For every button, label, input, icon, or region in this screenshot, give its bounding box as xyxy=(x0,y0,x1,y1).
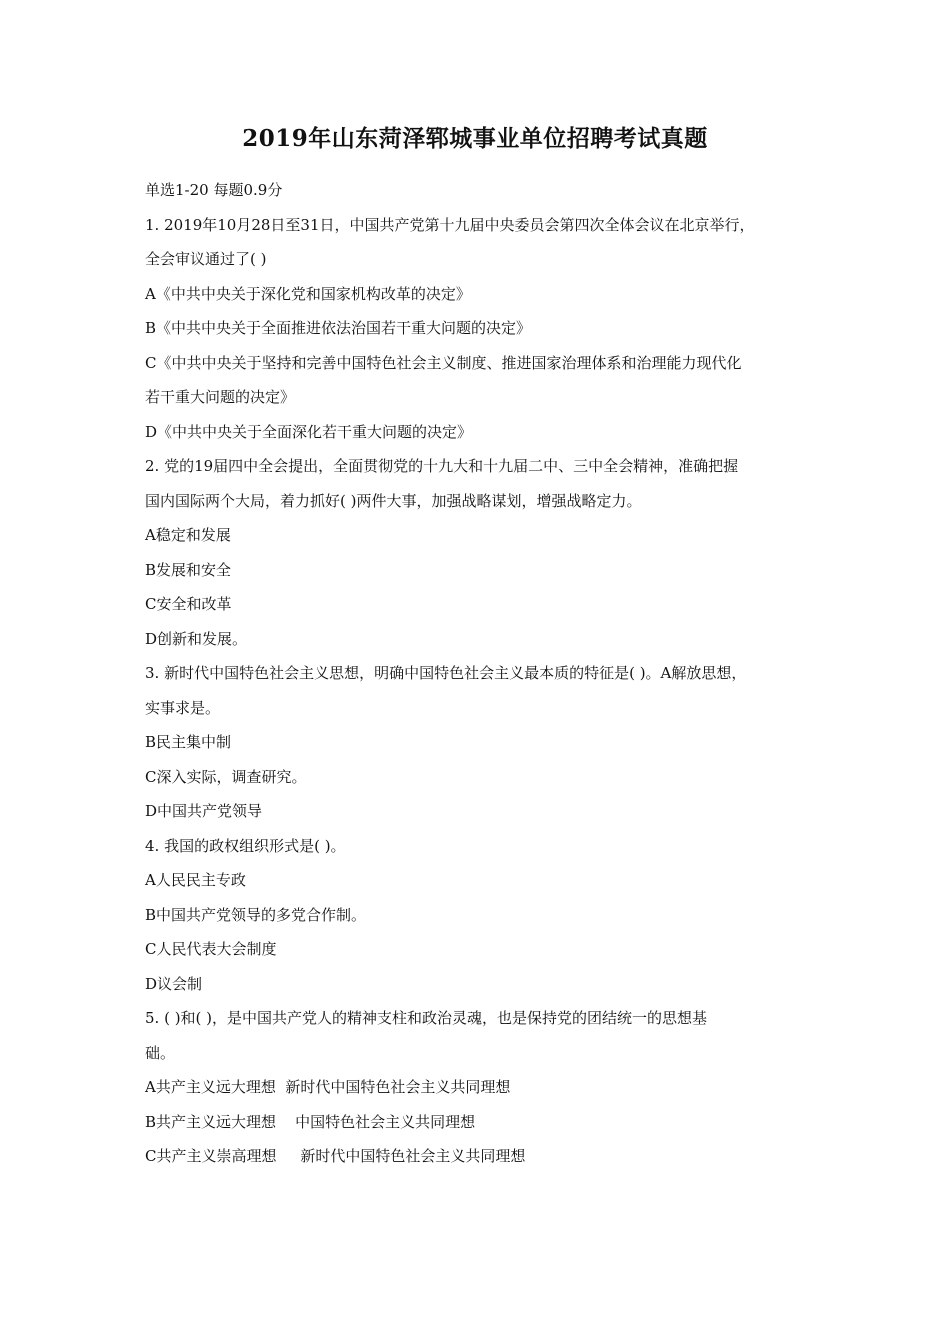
q2-option-d: D创新和发展。 xyxy=(145,629,248,648)
q2-option-b: B发展和安全 xyxy=(145,560,232,579)
q4-option-c: C人民代表大会制度 xyxy=(145,940,277,958)
q1-option-b: B《中共中央关于全面推进依法治国若干重大问题的决定》 xyxy=(145,319,532,337)
q1-stem-line2: 全会审议通过了( ) xyxy=(145,250,267,268)
q3-option-d: D中国共产党领导 xyxy=(145,802,263,820)
section-header: 单选1-20 每题0.9分 xyxy=(145,181,283,199)
q1-option-c-line1: C《中共中央关于坚持和完善中国特色社会主义制度、推进国家治理体系和治理能力现代化 xyxy=(145,353,742,372)
q2-option-a: A稳定和发展 xyxy=(145,526,231,544)
document-body xyxy=(145,180,825,1181)
q2-option-c: C安全和改革 xyxy=(145,595,232,613)
q4-stem: 4. 我国的政权组织形式是( )。 xyxy=(145,836,346,855)
q3-stem-line2: 实事求是。 xyxy=(145,698,221,717)
q1-stem-line1: 1. 2019年10月28日至31日，中国共产党第十九届中央委员会第四次全体会议在北京举行， xyxy=(145,215,755,234)
q1-option-a: A《中共中央关于深化党和国家机构改革的决定》 xyxy=(145,284,471,303)
q4-option-d: D议会制 xyxy=(145,974,203,993)
document-title: 2019年山东菏泽郓城事业单位招聘考试真题 xyxy=(242,125,708,152)
q5-stem-line2: 础。 xyxy=(145,1043,176,1062)
q1-option-d: D《中共中央关于全面深化若干重大问题的决定》 xyxy=(145,422,473,441)
q2-stem-line2: 国内国际两个大局，着力抓好( )两件大事，加强战略谋划，增强战略定力。 xyxy=(145,491,642,510)
q3-stem-line1: 3. 新时代中国特色社会主义思想，明确中国特色社会主义最本质的特征是( )。A解放思想， xyxy=(145,664,747,682)
q4-option-a: A人民民主专政 xyxy=(145,871,246,889)
q3-option-b: B民主集中制 xyxy=(145,733,232,751)
q1-option-c-line2: 若干重大问题的决定》 xyxy=(145,388,296,406)
q5-option-c: C共产主义崇高理想 新时代中国特色社会主义共同理想 xyxy=(145,1147,526,1165)
q4-option-b: B中国共产党领导的多党合作制。 xyxy=(145,905,367,924)
q2-stem-line1: 2. 党的19届四中全会提出，全面贯彻党的十九大和十九届二中、三中全会精神，准确把握 xyxy=(145,457,739,475)
q5-stem-line1: 5. ( )和( )，是中国共产党人的精神支柱和政治灵魂，也是保持党的团结统一的思想基 xyxy=(145,1009,708,1027)
q3-option-c: C深入实际，调查研究。 xyxy=(145,767,307,786)
q5-option-b: B共产主义远大理想 中国特色社会主义共同理想 xyxy=(145,1112,476,1131)
q5-option-a: A共产主义远大理想 新时代中国特色社会主义共同理想 xyxy=(145,1078,511,1096)
